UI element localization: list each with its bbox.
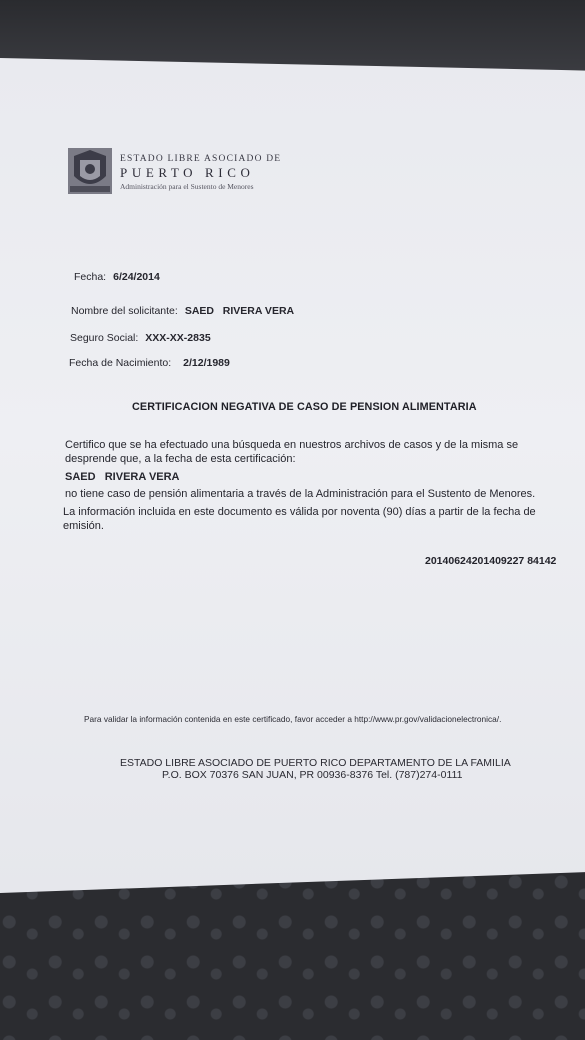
seguro-value: XXX-XX-2835 <box>145 332 211 344</box>
nombre-label: Nombre del solicitante: <box>71 305 178 317</box>
certified-name: SAED RIVERA VERA <box>65 471 180 483</box>
paragraph-3-line-1: La información incluida en este documento es válida por noventa (90) días a partir de la fecha de <box>63 506 536 518</box>
paragraph-1-line-1: Certifico que se ha efectuado una búsqueda en nuestros archivos de casos y de la misma se <box>65 439 519 451</box>
nombre-row <box>71 305 294 317</box>
document-title: CERTIFICACION NEGATIVA DE CASO DE PENSION ALIMENTARIA <box>132 401 477 413</box>
background-fabric <box>0 870 585 1040</box>
fecha-label: Fecha: <box>74 271 107 283</box>
paragraph-1-line-2: desprende que, a la fecha de esta certificación: <box>65 453 296 465</box>
footer-line-2: P.O. BOX 70376 SAN JUAN, PR 00936-8376 Tel. (787)274-0111 <box>162 769 463 781</box>
background-top <box>0 0 585 70</box>
reference-number: 20140624201409227 84142 <box>425 555 557 567</box>
nacimiento-label: Fecha de Nacimiento: <box>69 357 172 369</box>
seguro-row <box>70 332 211 344</box>
fecha-value: 6/24/2014 <box>113 271 160 283</box>
validation-note: Para validar la información contenida en este certificado, favor acceder a http://www.pr.gov/validacionelectronica/. <box>84 714 502 724</box>
agency-line-1: ESTADO LIBRE ASOCIADO DE <box>120 154 282 164</box>
fecha-row <box>74 271 160 283</box>
nombre-value: SAED RIVERA VERA <box>184 305 295 317</box>
paragraph-3-line-2: emisión. <box>63 520 104 532</box>
footer-line-1: ESTADO LIBRE ASOCIADO DE PUERTO RICO DEPARTAMENTO DE LA FAMILIA <box>120 757 511 769</box>
nacimiento-row <box>69 357 230 369</box>
agency-line-2: PUERTO RICO <box>120 165 255 180</box>
seguro-label: Seguro Social: <box>70 332 139 344</box>
nacimiento-value: 2/12/1989 <box>183 357 230 369</box>
coat-of-arms-seal <box>66 146 114 196</box>
paragraph-1 <box>65 438 518 466</box>
paragraph-2: no tiene caso de pensión alimentaria a través de la Administración para el Sustento de Menores. <box>65 488 536 500</box>
agency-line-3: Administración para el Sustento de Menores <box>120 182 254 191</box>
paragraph-3 <box>63 505 536 533</box>
